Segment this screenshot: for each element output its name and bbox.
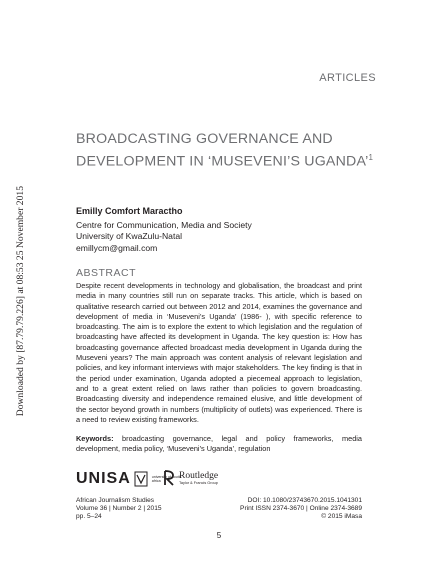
unisa-wordmark: UNISA (76, 470, 131, 487)
author-email[interactable]: emillycm@gmail.com (76, 242, 158, 253)
title-footnote-marker: 1 (368, 152, 374, 162)
abstract-heading: ABSTRACT (76, 267, 137, 279)
keywords-text: broadcasting governance, legal and policy frameworks, media development, media policy, ‘Museveni’s Uganda’, regulation (76, 434, 362, 454)
routledge-r-icon (163, 470, 175, 486)
copyright: © 2015 iMasa (321, 513, 362, 520)
issn: Print ISSN 2374-3670 | Online 2374-3689 (240, 505, 362, 512)
unisa-subtitle: university of south africa (151, 474, 181, 483)
doi[interactable]: DOI: 10.1080/23743670.2015.1041301 (247, 497, 362, 504)
unisa-emblem-icon (134, 471, 148, 487)
journal-name: African Journalism Studies (76, 497, 155, 504)
routledge-subtitle: Taylor & Francis Group (179, 481, 218, 485)
journal-info (76, 497, 162, 521)
author-block (76, 206, 252, 254)
publication-info (240, 497, 362, 521)
abstract-body: Despite recent developments in technology and globalisation, the broadcast and print media in many countries still run on separate tracks. This article, which is based on qualitative research carried out between 2012 and 2014, examines the governance and development of media in ‘Museveni’s Uganda’ (1986- ), with specific reference to broadcasting. The aim is to explore the extent to which legislation and the regulation of broadcasting have affected its development in Uganda. The key question is: How has broadcasting governance affected broadcast media development in Uganda during the Museveni years? The main approach was content analysis of relevant legislation and policies, and key informant interviews with major stakeholders. The key finding is that in the period under examination, Uganda adopted a piecemeal approach to legislation, and to a great extent relied on laws rather than policies to govern broadcasting. Broadcasting diversity and independence remained elusive, and little development of the sector beyond growth in numbers (multiplicity of outlets) was experienced. There is a need to review existing frameworks. (76, 281, 362, 424)
page-number: 5 (216, 531, 222, 540)
section-tag: ARTICLES (319, 72, 376, 84)
author-affiliation-university: University of KwaZulu-Natal (76, 231, 183, 242)
author-affiliation-centre: Centre for Communication, Media and Society (76, 219, 252, 230)
author-name: Emilly Comfort Maractho (76, 206, 183, 216)
keywords-label: Keywords: (76, 434, 114, 443)
article-title: BROADCASTING GOVERNANCE AND DEVELOPMENT IN ‘MUSEVENI’S UGANDA’$^1$ (76, 131, 374, 170)
download-stamp: Downloaded by [87.79.79.226] at 08:53 25 November 2015 (14, 185, 26, 417)
routledge-name: Routledge (179, 471, 219, 481)
journal-pages: pp. 5–24 (76, 513, 102, 520)
journal-volume: Volume 36 | Number 2 | 2015 (76, 505, 162, 512)
routledge-logo (163, 470, 218, 486)
keywords-line (76, 434, 362, 455)
